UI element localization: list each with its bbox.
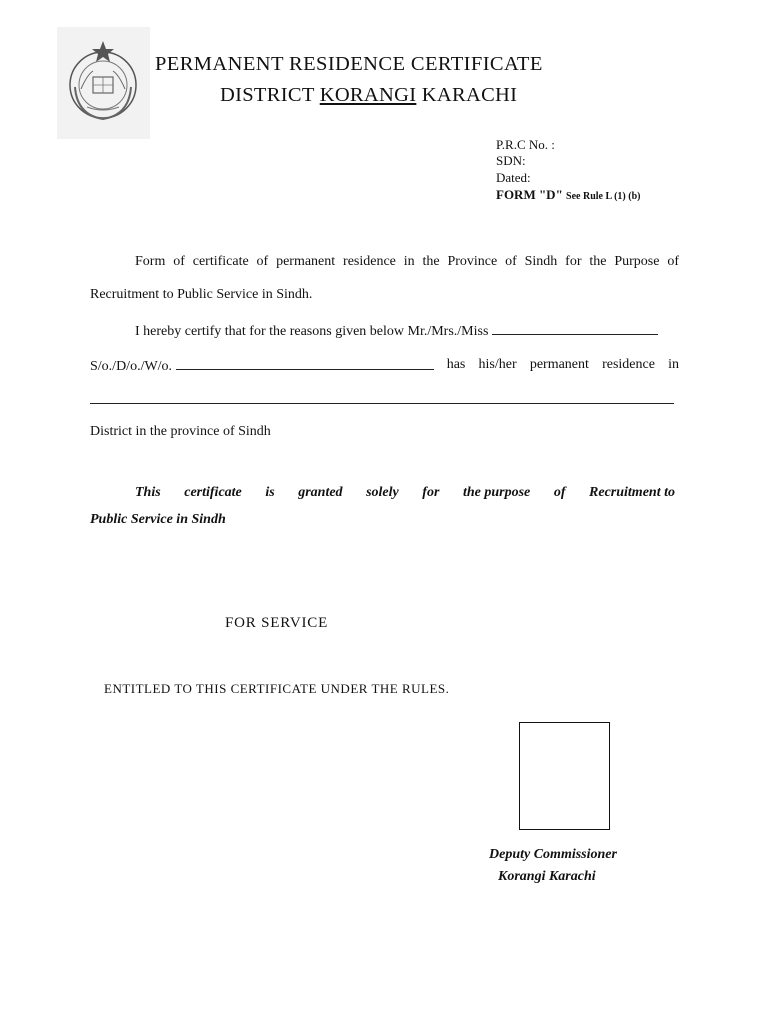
government-seal xyxy=(57,27,150,139)
italic-statement-line-2: Public Service in Sindh xyxy=(90,512,226,527)
signatory-title: Deputy Commissioner xyxy=(489,847,617,862)
paragraph-2-line-1: I hereby certify that for the reasons given below Mr./Mrs./Miss xyxy=(135,322,658,339)
entitled-statement: ENTITLED TO THIS CERTIFICATE UNDER THE RULES. xyxy=(104,681,450,696)
district-title xyxy=(220,84,517,107)
form-rule: See Rule L (1) (b) xyxy=(566,191,641,202)
form-main: FORM "D" xyxy=(496,187,563,202)
district-prefix: DISTRICT xyxy=(220,84,315,106)
seal-emblem-icon xyxy=(57,27,150,139)
italic-statement-line-1: This certificate is granted solely for the purpose of Recruitment to xyxy=(135,485,675,500)
paragraph-1-line-1: Form of certificate of permanent residence in the Province of Sindh for the Purpose of xyxy=(135,254,679,269)
city-name: KARACHI xyxy=(421,84,518,106)
name-blank-line[interactable] xyxy=(492,322,658,335)
photo-placeholder-box xyxy=(519,722,610,830)
form-reference xyxy=(496,187,641,203)
sdn-label: SDN: xyxy=(496,153,526,168)
dated-label: Dated: xyxy=(496,170,531,185)
parent-name-blank-line[interactable] xyxy=(176,357,434,370)
district-name: KORANGI xyxy=(319,84,417,106)
for-service-heading: FOR SERVICE xyxy=(225,615,329,631)
paragraph-1-line-2: Recruitment to Public Service in Sindh. xyxy=(90,287,313,302)
signatory-place: Korangi Karachi xyxy=(498,869,596,884)
paragraph-2-line-4: District in the province of Sindh xyxy=(90,424,271,439)
certificate-title: PERMANENT RESIDENCE CERTIFICATE xyxy=(155,53,543,75)
residence-blank-line[interactable] xyxy=(90,403,674,404)
paragraph-2-line-2: S/o./D/o./W/o. has his/her permanent residence in xyxy=(90,357,679,374)
prc-number-label: P.R.C No. : xyxy=(496,137,555,152)
